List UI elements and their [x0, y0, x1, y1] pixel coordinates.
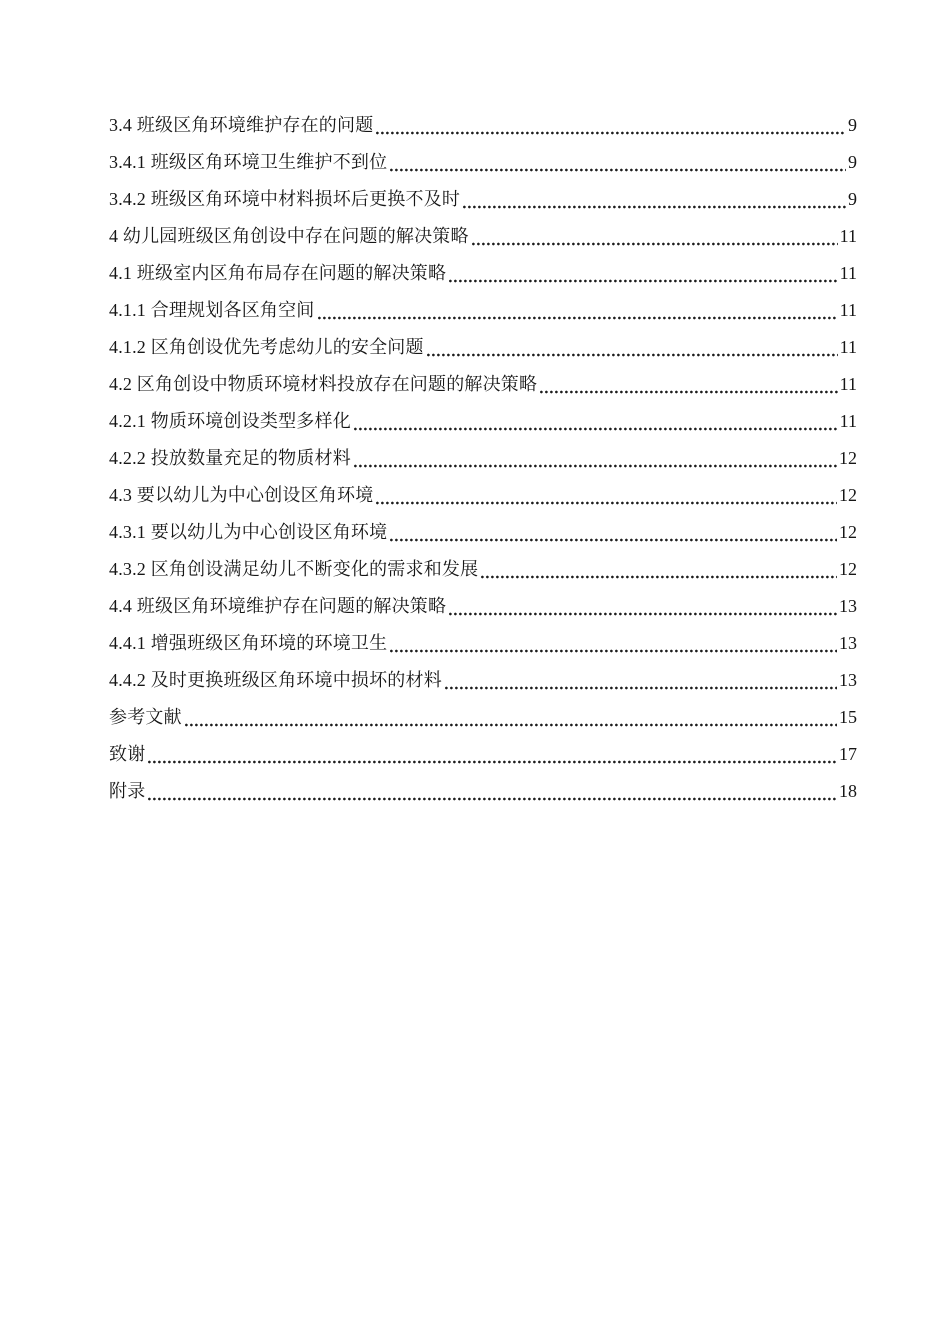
dot-leader: [449, 279, 837, 283]
table-of-contents: [109, 107, 857, 810]
dot-leader: [390, 649, 837, 653]
toc-entry-page: 11: [839, 337, 857, 357]
toc-entry[interactable]: [109, 625, 857, 662]
toc-entry-title: 3.4.2 班级区角环境中材料损坏后更换不及时: [109, 189, 461, 209]
dot-leader: [376, 501, 837, 505]
toc-entry-title: 4.3.2 区角创设满足幼儿不断变化的需求和发展: [109, 559, 479, 579]
toc-entry-title: 4.1.2 区角创设优先考虑幼儿的安全问题: [109, 337, 424, 357]
toc-entry[interactable]: [109, 329, 857, 366]
toc-entry-title: 4.3 要以幼儿为中心创设区角环境: [109, 485, 374, 505]
toc-entry-title: 4.2.2 投放数量充足的物质材料: [109, 448, 351, 468]
dot-leader: [540, 390, 837, 394]
toc-entry-page: 12: [839, 559, 857, 579]
toc-entry[interactable]: [109, 218, 857, 255]
toc-entry-page: 11: [839, 263, 857, 283]
dot-leader: [148, 760, 837, 764]
dot-leader: [376, 131, 846, 135]
toc-entry[interactable]: [109, 736, 857, 773]
toc-entry-page: 13: [839, 633, 857, 653]
toc-entry-page: 11: [839, 374, 857, 394]
dot-leader: [185, 723, 837, 727]
toc-entry[interactable]: [109, 144, 857, 181]
toc-entry[interactable]: [109, 292, 857, 329]
toc-entry[interactable]: [109, 366, 857, 403]
toc-entry[interactable]: [109, 403, 857, 440]
toc-entry-page: 18: [839, 781, 857, 801]
toc-entry-page: 13: [839, 670, 857, 690]
dot-leader: [449, 612, 837, 616]
toc-entry-page: 11: [839, 411, 857, 431]
toc-entry-title: 3.4 班级区角环境维护存在的问题: [109, 115, 374, 135]
dot-leader: [472, 242, 838, 246]
toc-entry-title: 3.4.1 班级区角环境卫生维护不到位: [109, 152, 388, 172]
toc-entry-title: 致谢: [109, 744, 146, 764]
dot-leader: [354, 464, 837, 468]
toc-entry-page: 17: [839, 744, 857, 764]
toc-entry-title: 4 幼儿园班级区角创设中存在问题的解决策略: [109, 226, 469, 246]
dot-leader: [445, 686, 837, 690]
toc-entry[interactable]: [109, 662, 857, 699]
toc-entry-page: 12: [839, 485, 857, 505]
dot-leader: [148, 797, 837, 801]
dot-leader: [354, 427, 838, 431]
toc-entry-title: 参考文献: [109, 707, 182, 727]
toc-entry[interactable]: [109, 255, 857, 292]
dot-leader: [318, 316, 838, 320]
toc-entry[interactable]: [109, 773, 857, 810]
dot-leader: [463, 205, 846, 209]
toc-entry[interactable]: [109, 588, 857, 625]
toc-entry[interactable]: [109, 477, 857, 514]
toc-entry-title: 4.4.1 增强班级区角环境的环境卫生: [109, 633, 388, 653]
toc-entry-title: 4.1 班级室内区角布局存在问题的解决策略: [109, 263, 447, 283]
dot-leader: [390, 168, 846, 172]
toc-entry-title: 4.4.2 及时更换班级区角环境中损坏的材料: [109, 670, 442, 690]
toc-entry-page: 9: [848, 152, 857, 172]
toc-entry[interactable]: [109, 181, 857, 218]
toc-entry[interactable]: [109, 699, 857, 736]
toc-entry-title: 4.3.1 要以幼儿为中心创设区角环境: [109, 522, 388, 542]
toc-entry-page: 13: [839, 596, 857, 616]
toc-entry-title: 附录: [109, 781, 146, 801]
toc-entry[interactable]: [109, 551, 857, 588]
dot-leader: [427, 353, 838, 357]
toc-entry-title: 4.4 班级区角环境维护存在问题的解决策略: [109, 596, 447, 616]
dot-leader: [481, 575, 837, 579]
toc-entry[interactable]: [109, 107, 857, 144]
toc-entry-page: 15: [839, 707, 857, 727]
toc-entry-page: 9: [848, 189, 857, 209]
dot-leader: [390, 538, 837, 542]
toc-entry-page: 11: [839, 226, 857, 246]
toc-entry-page: 11: [839, 300, 857, 320]
toc-entry[interactable]: [109, 440, 857, 477]
toc-entry-page: 12: [839, 448, 857, 468]
toc-entry-title: 4.2 区角创设中物质环境材料投放存在问题的解决策略: [109, 374, 538, 394]
toc-entry-page: 12: [839, 522, 857, 542]
toc-entry-title: 4.2.1 物质环境创设类型多样化: [109, 411, 351, 431]
toc-entry[interactable]: [109, 514, 857, 551]
toc-entry-page: 9: [848, 115, 857, 135]
toc-entry-title: 4.1.1 合理规划各区角空间: [109, 300, 315, 320]
